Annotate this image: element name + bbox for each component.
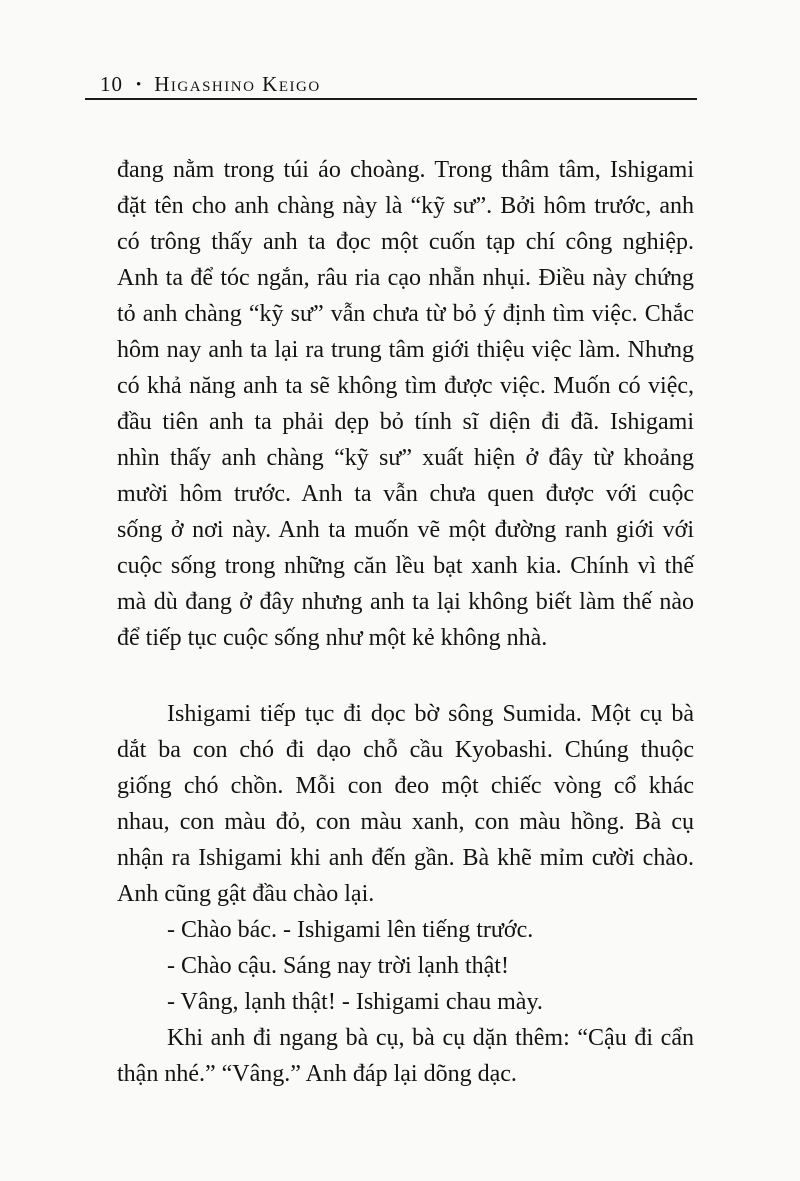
text-line: nhìn thấy anh chàng “kỹ sư” xuất hiện ở đây từ khoảng xyxy=(117,445,694,471)
text-line: đang nằm trong túi áo choàng. Trong thâm tâm, Ishigami xyxy=(117,157,694,183)
page-number: 10 xyxy=(100,72,123,96)
text-line: - Chào bác. - Ishigami lên tiếng trước. xyxy=(167,917,534,943)
text-line: hôm nay anh ta lại ra trung tâm giới thiệu việc làm. Nhưng xyxy=(117,337,694,363)
text-line: Ishigami tiếp tục đi dọc bờ sông Sumida. Một cụ bà xyxy=(167,701,694,727)
text-line: cuộc sống trong những căn lều bạt xanh kia. Chính vì thế xyxy=(117,553,694,579)
text-line: đầu tiên anh ta phải dẹp bỏ tính sĩ diện đi đã. Ishigami xyxy=(117,409,694,435)
text-line: nhau, con màu đỏ, con màu xanh, con màu hồng. Bà cụ xyxy=(117,809,694,835)
running-title: Higashino Keigo xyxy=(154,72,321,96)
paragraph-2 xyxy=(117,696,694,912)
dialogue-line-1 xyxy=(117,912,694,948)
dialogue-line-3 xyxy=(117,984,694,1020)
text-line: thận nhé.” “Vâng.” Anh đáp lại dõng dạc. xyxy=(117,1061,517,1087)
text-line: Anh cũng gật đầu chào lại. xyxy=(117,881,375,907)
text-line: - Vâng, lạnh thật! - Ishigami chau mày. xyxy=(167,989,543,1015)
text-line: giống chó chồn. Mỗi con đeo một chiếc vòng cổ khác xyxy=(117,773,694,799)
text-line: đặt tên cho anh chàng này là “kỹ sư”. Bởi hôm trước, anh xyxy=(117,193,694,219)
text-line: dắt ba con chó đi dạo chỗ cầu Kyobashi. Chúng thuộc xyxy=(117,737,694,763)
dialogue-line-2 xyxy=(117,948,694,984)
text-line: mà dù đang ở đây nhưng anh ta lại không biết làm thế nào xyxy=(117,589,694,615)
text-line: nhận ra Ishigami khi anh đến gần. Bà khẽ mỉm cười chào. xyxy=(117,845,694,871)
header-rule xyxy=(85,98,697,100)
paragraph-1 xyxy=(117,152,694,656)
text-line: Anh ta để tóc ngắn, râu ria cạo nhẵn nhụi. Điều này chứng xyxy=(117,265,694,291)
text-line: mười hôm trước. Anh ta vẫn chưa quen được với cuộc xyxy=(117,481,694,507)
paragraph-3 xyxy=(117,1020,694,1092)
text-line: có khả năng anh ta sẽ không tìm được việc. Muốn có việc, xyxy=(117,373,694,399)
text-line: - Chào cậu. Sáng nay trời lạnh thật! xyxy=(167,953,509,979)
text-line: tỏ anh chàng “kỹ sư” vẫn chưa từ bỏ ý định tìm việc. Chắc xyxy=(117,301,694,327)
text-line: để tiếp tục cuộc sống như một kẻ không nhà. xyxy=(117,625,548,651)
separator-bullet: • xyxy=(136,77,142,93)
text-line: có trông thấy anh ta đọc một cuốn tạp chí công nghiệp. xyxy=(117,229,694,255)
text-line: Khi anh đi ngang bà cụ, bà cụ dặn thêm: “Cậu đi cẩn xyxy=(167,1025,694,1051)
text-line: sống ở nơi này. Anh ta muốn vẽ một đường ranh giới với xyxy=(117,517,694,543)
page-header xyxy=(100,72,321,97)
page-body xyxy=(117,152,694,1092)
